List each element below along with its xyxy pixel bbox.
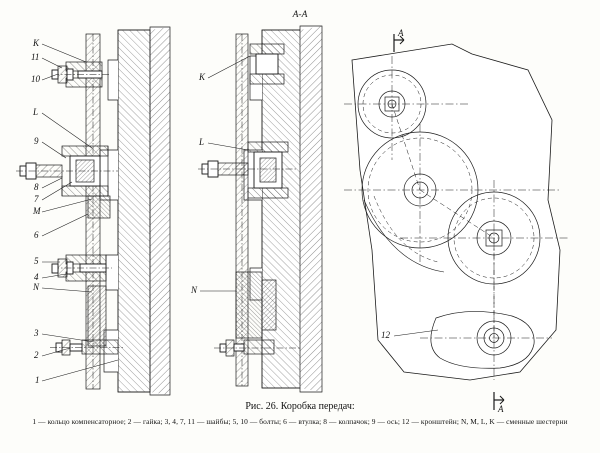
label-middle-N: N — [191, 285, 198, 295]
gear-N — [52, 255, 112, 346]
label-left-4: 4 — [34, 272, 39, 282]
label-left-5: 5 — [34, 256, 39, 266]
label-left-11: 11 — [31, 52, 40, 62]
label-left-2: 2 — [34, 350, 39, 360]
label-left-10: 10 — [31, 74, 40, 84]
figure-caption: Рис. 26. Коробка передач: — [245, 401, 355, 412]
label-left-6: 6 — [34, 230, 39, 240]
label-left-1: 1 — [35, 375, 40, 385]
label-left-L: L — [33, 107, 39, 117]
bottom-fastener — [50, 340, 124, 355]
label-left-M: M — [33, 206, 41, 216]
right-front-view — [344, 34, 570, 410]
label-left-3: 3 — [34, 328, 39, 338]
label-left-K: K — [33, 38, 40, 48]
cut-mark-top-letter: A — [398, 28, 404, 38]
label-left-N: N — [33, 282, 40, 292]
cut-mark-bottom-letter: A — [498, 404, 504, 414]
gear-K — [52, 62, 110, 87]
label-left-8: 8 — [34, 182, 39, 192]
middle-section-view — [198, 26, 322, 392]
label-middle-L: L — [199, 137, 205, 147]
figure-legend: 1 — кольцо компенсаторное; 2 — гайка; 3, 4, 7, 11 — шайбы; 5, 10 — болты; 6 — втулка; 8 — колпачок; 9 — ось; 12 — кронштейн; N, M, L, K — сменные шестерни — [32, 417, 568, 426]
label-left-9: 9 — [34, 136, 39, 146]
label-right-12: 12 — [381, 330, 390, 340]
label-middle-K: K — [199, 72, 206, 82]
section-mark-label: A-A — [292, 10, 308, 20]
label-left-7: 7 — [34, 194, 39, 204]
